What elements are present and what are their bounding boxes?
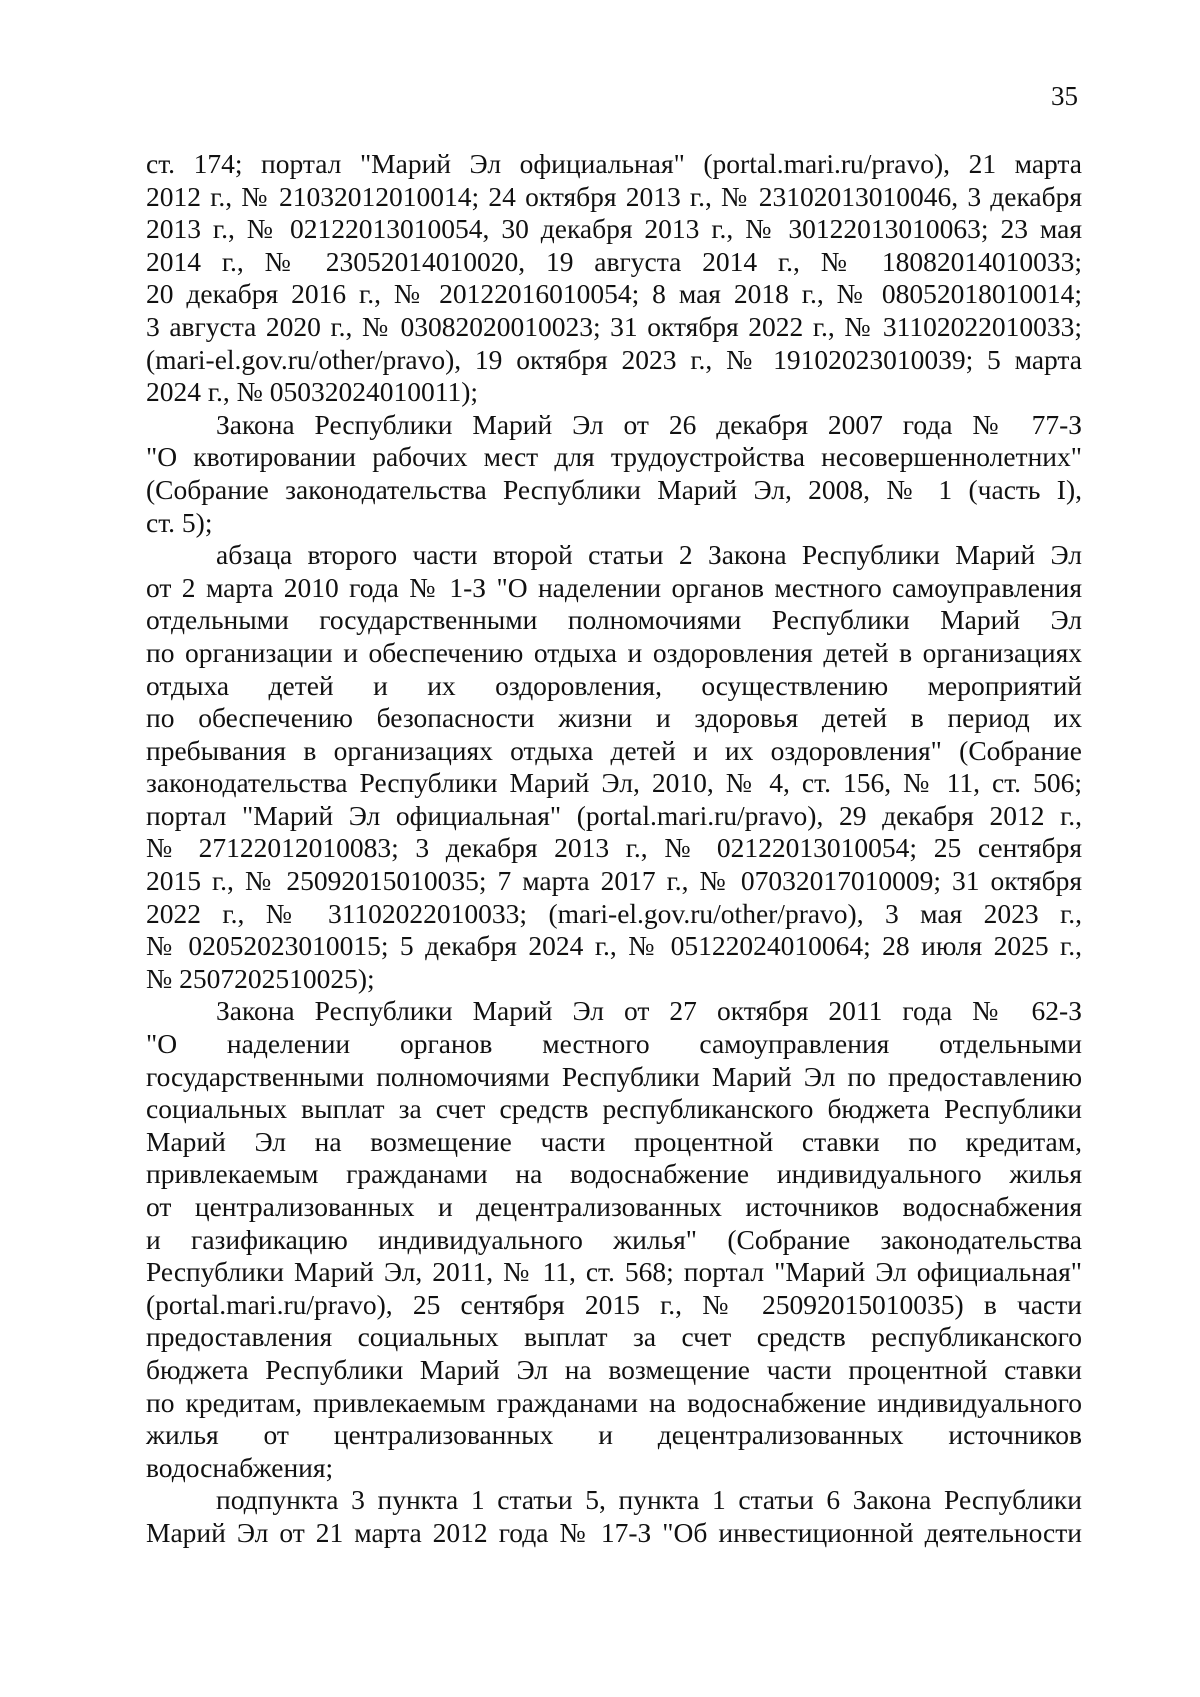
text-line: Закона Республики Марий Эл от 26 декабря 2007 года № 77-З — [216, 408, 1082, 440]
text-line: подпункта 3 пункта 1 статьи 5, пункта 1 статьи 6 Закона Республики — [216, 1484, 1082, 1516]
text-line: от 2 марта 2010 года № 1-З "О наделении органов местного самоуправления — [146, 571, 1082, 603]
text-line: "О квотировании рабочих мест для трудоустройства несовершеннолетних" — [146, 441, 1082, 473]
text-line: 2024 г., № 05032024010011); — [146, 376, 479, 408]
text-line: по обеспечению безопасности жизни и здоровья детей в период их — [146, 702, 1082, 734]
text-line: от централизованных и децентрализованных источников водоснабжения — [146, 1191, 1082, 1222]
paragraph-1 — [146, 148, 1082, 409]
text-line: № 02052023010015; 5 декабря 2024 г., № 05122024010064; 28 июля 2025 г., — [146, 930, 1082, 962]
text-line: 20 декабря 2016 г., № 20122016010054; 8 мая 2018 г., № 08052018010014; — [146, 278, 1082, 310]
text-line: отдыха детей и их оздоровления, осуществлению мероприятий — [146, 669, 1082, 701]
text-line: Республики Марий Эл, 2011, № 11, ст. 568; портал "Марий Эл официальная" — [146, 1256, 1082, 1288]
paragraph-3 — [146, 539, 1082, 995]
text-line: Закона Республики Марий Эл от 27 октября 2011 года № 62-З — [216, 995, 1082, 1027]
text-line: Марий Эл от 21 марта 2012 года № 17-З "Об инвестиционной деятельности — [146, 1516, 1082, 1548]
text-line: ст. 174; портал "Марий Эл официальная" (portal.mari.ru/pravo), 21 марта — [146, 148, 1082, 179]
text-line: бюджета Республики Марий Эл на возмещение части процентной ставки — [146, 1353, 1082, 1385]
text-line: портал "Марий Эл официальная" (portal.mari.ru/pravo), 29 декабря 2012 г., — [146, 799, 1082, 831]
text-line: государственными полномочиями Республики Марий Эл по предоставлению — [146, 1060, 1082, 1092]
text-line: по кредитам, привлекаемым гражданами на водоснабжение индивидуального — [146, 1386, 1082, 1418]
text-line: № 27122012010083; 3 декабря 2013 г., № 02122013010054; 25 сентября — [146, 832, 1082, 864]
text-line: ст. 5); — [146, 506, 213, 538]
text-line: привлекаемым гражданами на водоснабжение индивидуального жилья — [146, 1158, 1082, 1190]
text-line: жилья от централизованных и децентрализованных источников — [146, 1419, 1082, 1451]
text-line: отдельными государственными полномочиями Республики Марий Эл — [146, 604, 1082, 636]
text-line: Марий Эл на возмещение части процентной ставки по кредитам, — [146, 1125, 1082, 1157]
text-line: (Собрание законодательства Республики Марий Эл, 2008, № 1 (часть I), — [146, 473, 1082, 505]
text-line: (portal.mari.ru/pravo), 25 сентября 2015 г., № 25092015010035) в части — [146, 1288, 1082, 1320]
text-line: законодательства Республики Марий Эл, 2010, № 4, ст. 156, № 11, ст. 506; — [146, 767, 1082, 799]
text-line: 2012 г., № 21032012010014; 24 октября 2013 г., № 23102013010046, 3 декабря — [146, 180, 1082, 212]
text-line: 2014 г., № 23052014010020, 19 августа 2014 г., № 18082014010033; — [146, 245, 1082, 277]
document-body — [146, 148, 1082, 1550]
paragraph-2 — [146, 409, 1082, 539]
text-line: абзаца второго части второй статьи 2 Закона Республики Марий Эл — [216, 539, 1082, 571]
text-line: по организации и обеспечению отдыха и оздоровления детей в организациях — [146, 636, 1082, 668]
text-line: "О наделении органов местного самоуправления отдельными — [146, 1028, 1082, 1060]
text-line: и газификацию индивидуального жилья" (Собрание законодательства — [146, 1223, 1082, 1255]
text-line: 2015 г., № 25092015010035; 7 марта 2017 г., № 07032017010009; 31 октября — [146, 865, 1082, 897]
text-line: социальных выплат за счет средств республиканского бюджета Республики — [146, 1093, 1082, 1125]
text-line: предоставления социальных выплат за счет средств республиканского — [146, 1321, 1082, 1353]
text-line: водоснабжения; — [146, 1451, 334, 1483]
text-line: № 2507202510025); — [146, 962, 375, 994]
page-number: 35 — [1051, 81, 1078, 111]
text-line: 3 августа 2020 г., № 03082020010023; 31 октября 2022 г., № 31102022010033; — [146, 310, 1082, 342]
text-line: (mari-el.gov.ru/other/pravo), 19 октября 2023 г., № 19102023010039; 5 марта — [146, 343, 1082, 375]
paragraph-5 — [146, 1484, 1082, 1549]
text-line: 2013 г., № 02122013010054, 30 декабря 2013 г., № 30122013010063; 23 мая — [146, 213, 1082, 245]
text-line: 2022 г., № 31102022010033; (mari-el.gov.ru/other/pravo), 3 мая 2023 г., — [146, 897, 1082, 929]
paragraph-4 — [146, 995, 1082, 1484]
text-line: пребывания в организациях отдыха детей и их оздоровления" (Собрание — [146, 734, 1082, 766]
